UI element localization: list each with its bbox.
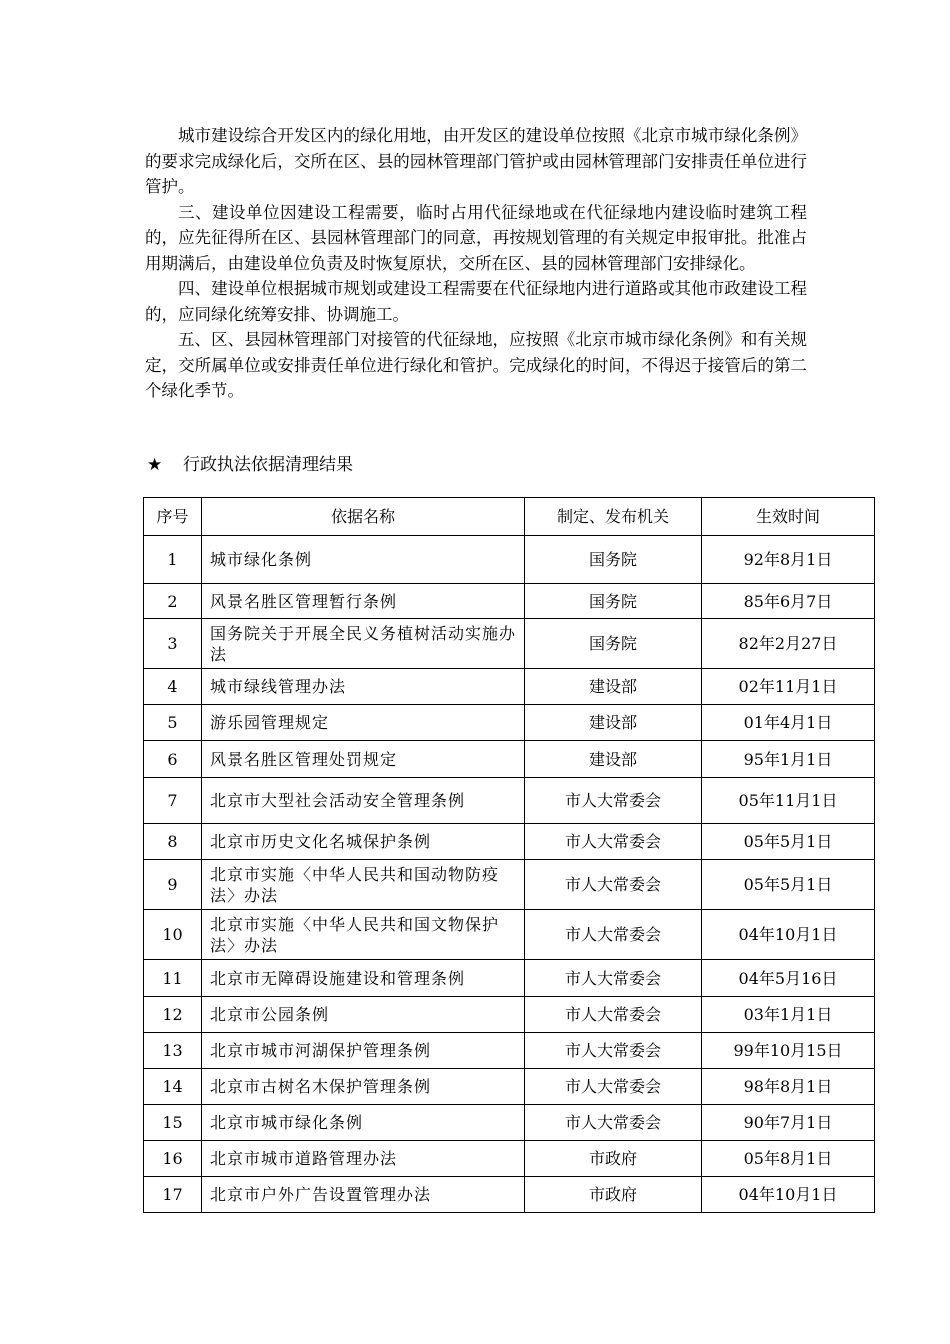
cell-index: 10 <box>144 910 202 960</box>
cell-name: 北京市无障碍设施建设和管理条例 <box>202 960 525 997</box>
header-effective-date: 生效时间 <box>702 498 875 536</box>
cell-effective-date: 98年8月1日 <box>702 1069 875 1105</box>
cell-effective-date: 90年7月1日 <box>702 1105 875 1141</box>
cell-name: 北京市公园条例 <box>202 997 525 1033</box>
cell-effective-date: 05年5月1日 <box>702 860 875 910</box>
cell-name: 风景名胜区管理暂行条例 <box>202 584 525 619</box>
cell-name: 北京市城市河湖保护管理条例 <box>202 1033 525 1069</box>
cell-authority: 市政府 <box>525 1141 702 1177</box>
cell-index: 8 <box>144 824 202 860</box>
paragraph-3: 四、建设单位根据城市规划或建设工程需要在代征绿地内进行道路或其他市政建设工程的，应同绿化统筹安排、协调施工。 <box>145 279 807 324</box>
table-header-row <box>144 498 875 536</box>
star-icon: ★ <box>147 455 163 475</box>
cell-authority: 市人大常委会 <box>525 1105 702 1141</box>
cell-index: 1 <box>144 536 202 584</box>
cell-name: 北京市古树名木保护管理条例 <box>202 1069 525 1105</box>
table-row <box>144 960 875 997</box>
basis-table <box>143 497 875 1213</box>
cell-name: 游乐园管理规定 <box>202 705 525 741</box>
cell-effective-date: 04年10月1日 <box>702 910 875 960</box>
table-row <box>144 536 875 584</box>
cell-index: 15 <box>144 1105 202 1141</box>
header-index: 序号 <box>144 498 202 536</box>
table-row <box>144 910 875 960</box>
cell-effective-date: 04年10月1日 <box>702 1177 875 1213</box>
section-heading <box>147 450 353 475</box>
cell-authority: 市人大常委会 <box>525 824 702 860</box>
cell-authority: 国务院 <box>525 619 702 669</box>
table-row <box>144 584 875 619</box>
cell-authority: 市人大常委会 <box>525 778 702 824</box>
table-row <box>144 997 875 1033</box>
cell-authority: 市人大常委会 <box>525 860 702 910</box>
cell-index: 17 <box>144 1177 202 1213</box>
cell-authority: 建设部 <box>525 741 702 778</box>
cell-name: 北京市实施〈中华人民共和国文物保护法〉办法 <box>202 910 525 960</box>
cell-authority: 市人大常委会 <box>525 1033 702 1069</box>
cell-effective-date: 82年2月27日 <box>702 619 875 669</box>
cell-index: 3 <box>144 619 202 669</box>
cell-effective-date: 85年6月7日 <box>702 584 875 619</box>
cell-authority: 市政府 <box>525 1177 702 1213</box>
cell-effective-date: 02年11月1日 <box>702 669 875 705</box>
cell-authority: 国务院 <box>525 584 702 619</box>
cell-name: 北京市大型社会活动安全管理条例 <box>202 778 525 824</box>
table-row <box>144 619 875 669</box>
cell-name: 北京市户外广告设置管理办法 <box>202 1177 525 1213</box>
cell-index: 4 <box>144 669 202 705</box>
header-name: 依据名称 <box>202 498 525 536</box>
cell-name: 北京市城市绿化条例 <box>202 1105 525 1141</box>
cell-effective-date: 05年8月1日 <box>702 1141 875 1177</box>
table-row <box>144 741 875 778</box>
cell-effective-date: 99年10月15日 <box>702 1033 875 1069</box>
cell-index: 12 <box>144 997 202 1033</box>
cell-effective-date: 03年1月1日 <box>702 997 875 1033</box>
cell-name: 国务院关于开展全民义务植树活动实施办法 <box>202 619 525 669</box>
cell-effective-date: 92年8月1日 <box>702 536 875 584</box>
table-row <box>144 1105 875 1141</box>
cell-name: 北京市实施〈中华人民共和国动物防疫法〉办法 <box>202 860 525 910</box>
cell-name: 北京市城市道路管理办法 <box>202 1141 525 1177</box>
table-row <box>144 778 875 824</box>
cell-index: 7 <box>144 778 202 824</box>
cell-authority: 建设部 <box>525 669 702 705</box>
table-row <box>144 1177 875 1213</box>
header-authority: 制定、发布机关 <box>525 498 702 536</box>
body-text <box>145 123 807 404</box>
table-row <box>144 705 875 741</box>
cell-index: 11 <box>144 960 202 997</box>
cell-name: 风景名胜区管理处罚规定 <box>202 741 525 778</box>
cell-effective-date: 95年1月1日 <box>702 741 875 778</box>
cell-authority: 市人大常委会 <box>525 997 702 1033</box>
cell-name: 城市绿线管理办法 <box>202 669 525 705</box>
cell-index: 2 <box>144 584 202 619</box>
cell-authority: 国务院 <box>525 536 702 584</box>
cell-authority: 建设部 <box>525 705 702 741</box>
cell-index: 16 <box>144 1141 202 1177</box>
table-row <box>144 824 875 860</box>
cell-authority: 市人大常委会 <box>525 960 702 997</box>
cell-index: 6 <box>144 741 202 778</box>
section-title: 行政执法依据清理结果 <box>183 455 353 475</box>
table-row <box>144 1069 875 1105</box>
cell-authority: 市人大常委会 <box>525 910 702 960</box>
cell-index: 13 <box>144 1033 202 1069</box>
table-row <box>144 1033 875 1069</box>
table-row <box>144 860 875 910</box>
cell-effective-date: 01年4月1日 <box>702 705 875 741</box>
cell-index: 5 <box>144 705 202 741</box>
paragraph-4: 五、区、县园林管理部门对接管的代征绿地，应按照《北京市城市绿化条例》和有关规定，交所属单位或安排责任单位进行绿化和管护。完成绿化的时间，不得迟于接管后的第二个绿化季节。 <box>145 330 807 400</box>
paragraph-2: 三、建设单位因建设工程需要，临时占用代征绿地或在代征绿地内建设临时建筑工程的，应先征得所在区、县园林管理部门的同意，再按规划管理的有关规定申报审批。批准占用期满后，由建设单位负责及时恢复原状，交所在区、县的园林管理部门安排绿化。 <box>145 202 807 273</box>
table-row <box>144 1141 875 1177</box>
cell-name: 北京市历史文化名城保护条例 <box>202 824 525 860</box>
cell-authority: 市人大常委会 <box>525 1069 702 1105</box>
cell-index: 14 <box>144 1069 202 1105</box>
cell-effective-date: 05年11月1日 <box>702 778 875 824</box>
table-body <box>144 536 875 1213</box>
paragraph-1: 城市建设综合开发区内的绿化用地，由开发区的建设单位按照《北京市城市绿化条例》的要求完成绿化后，交所在区、县的园林管理部门管护或由园林管理部门安排责任单位进行管护。 <box>145 126 807 196</box>
cell-name: 城市绿化条例 <box>202 536 525 584</box>
cell-effective-date: 05年5月1日 <box>702 824 875 860</box>
cell-effective-date: 04年5月16日 <box>702 960 875 997</box>
cell-index: 9 <box>144 860 202 910</box>
table-row <box>144 669 875 705</box>
